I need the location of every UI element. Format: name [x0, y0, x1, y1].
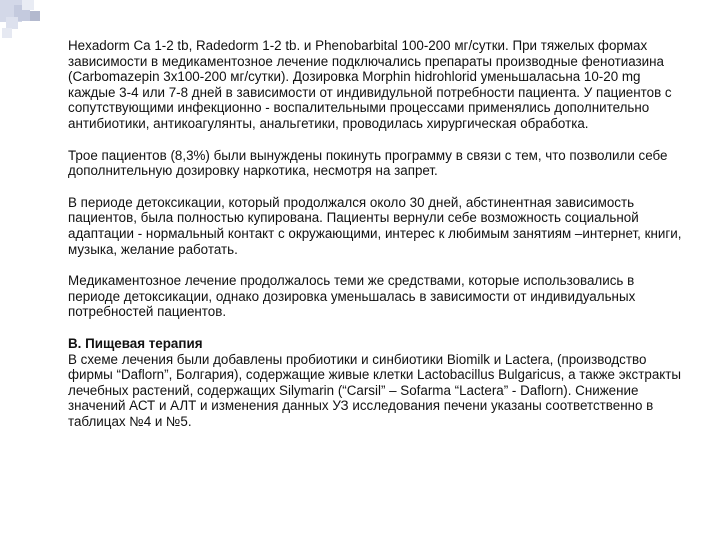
paragraph-continued-treatment: Медикаментозное лечение продолжалось теми же средствами, которые использовались в периоде детоксикации, однако дозировка уменьшалась в зависимости от индивидуальных потребностей пациентов. [68, 273, 636, 320]
paragraph-nutrition-therapy: В схеме лечения были добавлены пробиотики и синбиотики Biomilk и Lactera, (производство фирмы “Daflorn”, Болгария), содержащие живые клетки Lactobacillus Bulgaricus, а также экстракты лечебных растений, содержащих Silymarin (“Carsil” – Sofarma “Lactera” - Daflorn). Снижение значений АСТ и АЛТ и изменения данных УЗ исследования печени указаны соответственно в таблицах №4 и №5. [68, 351, 682, 429]
paragraph-detox-period: В периоде детоксикации, который продолжался около 30 дней, абстинентная зависимость пациентов, была полностью купирована. Пациенты вернули себе возможность социальной адаптации - нормальный контакт с окружающими, интерес к любимым занятиям –интернет, книги, музыка, желание работать. [68, 194, 682, 257]
section-heading: В. Пищевая терапия [68, 335, 203, 351]
paragraph-dropouts: Трое пациентов (8,3%) были вынуждены покинуть программу в связи с тем, что позволили себе дополнительную дозировку наркотика, несмотря на запрет. [68, 147, 668, 179]
paragraph-medication: Hexadorm Ca 1-2 tb, Radedorm 1-2 tb. и Phenobarbital 100-200 мг/сутки. При тяжелых формах зависимости в медикаментозное лечение подключались препараты производные фенотиазина (Carbomazepin 3х100-200 мг/сутки). Дозировка Morphin hidrohlorid уменьшаласьна 10-20 mg каждые 3-4 или 7-8 дней в зависимости от индивидульной потребности пациента. У пациентов с сопутствующими инфекционно - воспалительными процессами применялись дополнительно антибиотики, антикоагулянты, анальгетики, проводилась хирургическая обработка. [68, 38, 672, 131]
document-body [68, 38, 686, 445]
decorative-corner-squares [0, 0, 60, 40]
